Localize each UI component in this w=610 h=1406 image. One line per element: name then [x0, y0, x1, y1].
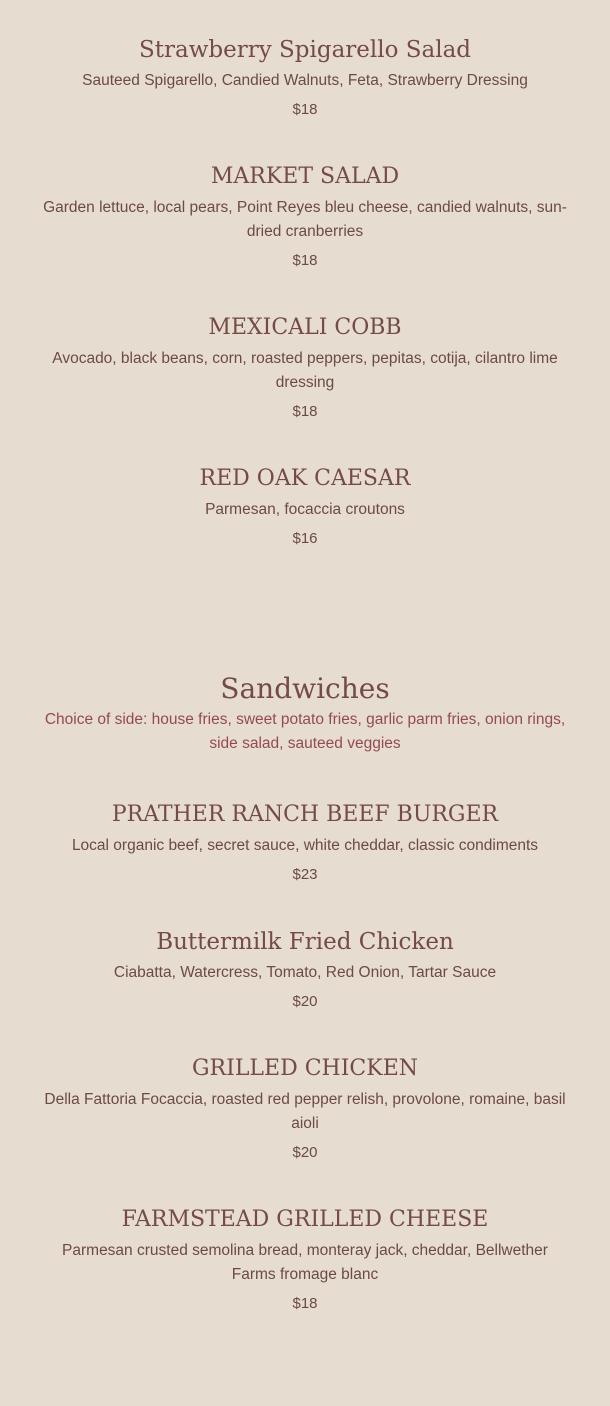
item-description: Sauteed Spigarello, Candied Walnuts, Feta, Strawberry Dressing	[82, 72, 528, 89]
menu-item-strawberry-spigarello-salad	[40, 36, 570, 119]
item-description: Parmesan, focaccia croutons	[205, 501, 405, 518]
section-note: Choice of side: house fries, sweet potato fries, garlic parm fries, onion rings, side salad, sauteed veggies	[44, 711, 566, 752]
item-description: Ciabatta, Watercress, Tomato, Red Onion, Tartar Sauce	[113, 964, 497, 981]
menu-item-market-salad	[40, 163, 570, 270]
section-header-sandwiches	[40, 672, 570, 756]
item-name: MEXICALI COBB	[208, 315, 402, 340]
item-name: RED OAK CAESAR	[199, 466, 411, 491]
item-description: Garden lettuce, local pears, Point Reyes bleu cheese, candied walnuts, sun-dried cranberries	[43, 199, 567, 240]
item-price: $18	[292, 252, 318, 269]
menu-item-red-oak-caesar	[40, 465, 570, 548]
item-price: $20	[292, 993, 318, 1010]
item-price: $18	[292, 403, 318, 420]
menu-item-farmstead-grilled-cheese	[40, 1206, 570, 1313]
item-name: Strawberry Spigarello Salad	[138, 37, 472, 63]
item-price: $16	[292, 530, 318, 547]
item-description: Della Fattoria Focaccia, roasted red pepper relish, provolone, romaine, basil aioli	[44, 1091, 566, 1132]
item-name: PRATHER RANCH BEEF BURGER	[111, 802, 499, 827]
section-title: Sandwiches	[220, 672, 390, 705]
menu-item-prather-ranch-beef-burger	[40, 801, 570, 884]
item-name: MARKET SALAD	[210, 164, 400, 189]
item-description: Avocado, black beans, corn, roasted peppers, pepitas, cotija, cilantro lime dressing	[52, 350, 558, 391]
item-price: $20	[292, 1144, 318, 1161]
item-description: Parmesan crusted semolina bread, monteray jack, cheddar, Bellwether Farms fromage blanc	[62, 1242, 548, 1283]
item-name: GRILLED CHICKEN	[191, 1056, 419, 1081]
menu-item-mexicali-cobb	[40, 314, 570, 421]
item-name: Buttermilk Fried Chicken	[156, 929, 454, 955]
item-price: $18	[292, 1295, 318, 1312]
item-price: $23	[292, 866, 318, 883]
menu-item-grilled-chicken	[40, 1055, 570, 1162]
item-price: $18	[292, 101, 318, 118]
menu-item-buttermilk-fried-chicken	[40, 928, 570, 1011]
item-name: FARMSTEAD GRILLED CHEESE	[121, 1207, 489, 1232]
item-description: Local organic beef, secret sauce, white cheddar, classic condiments	[71, 837, 539, 854]
